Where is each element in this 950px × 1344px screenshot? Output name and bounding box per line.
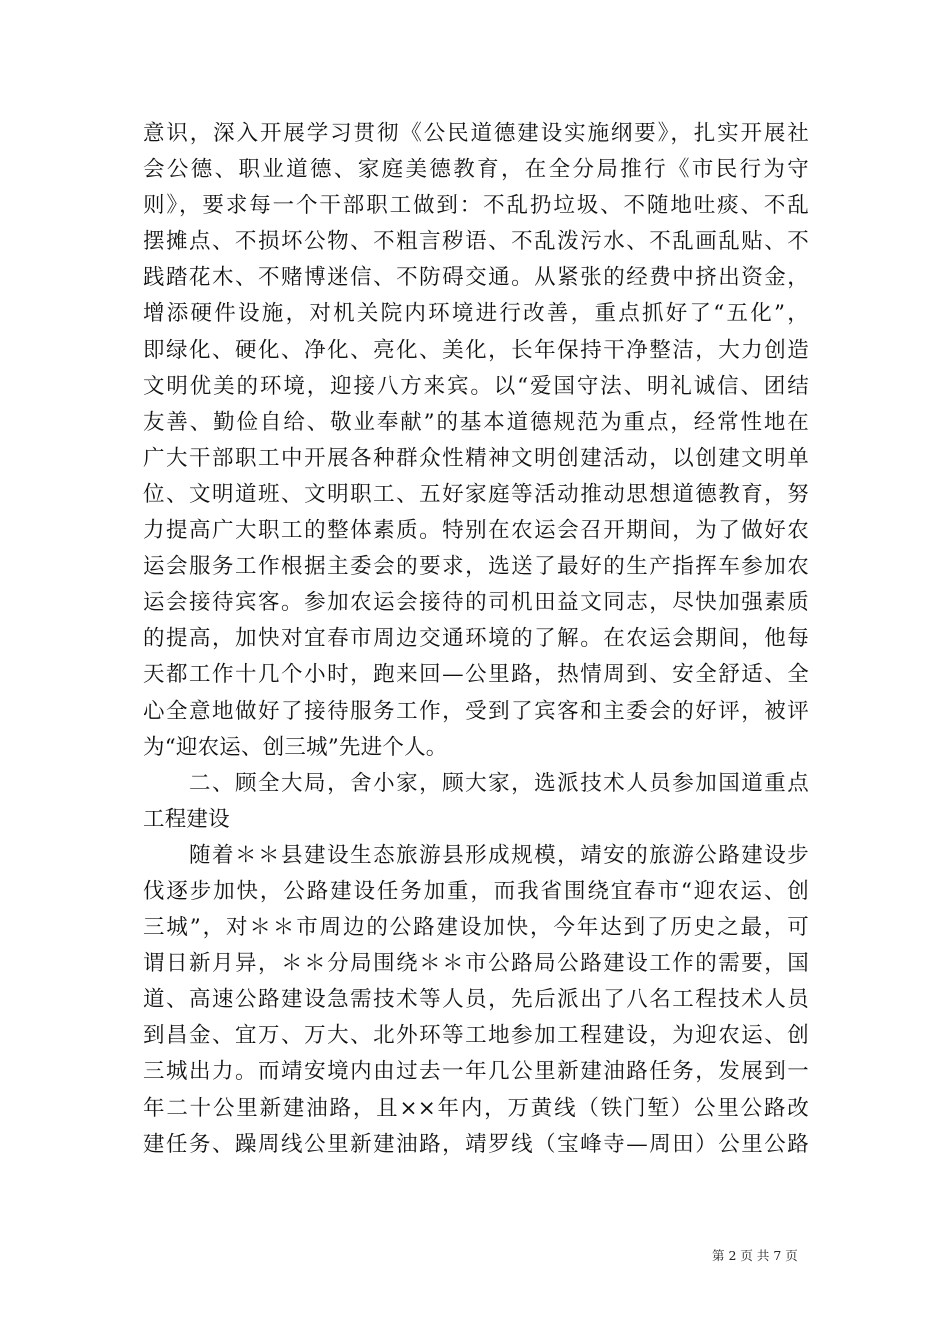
text-line: 到昌金、宜万、万大、北外环等工地参加工程建设，为迎农运、创 <box>143 1023 809 1049</box>
body-text <box>143 116 809 1163</box>
text-line: 广大干部职工中开展各种群众性精神文明创建活动，以创建文明单 <box>143 445 809 471</box>
text-line: 伐逐步加快，公路建设任务加重，而我省围绕宜春市“迎农运、创 <box>143 878 809 904</box>
text-line: 位、文明道班、文明职工、五好家庭等活动推动思想道德教育，努 <box>143 481 809 507</box>
text-line: 的提高，加快对宜春市周边交通环境的了解。在农运会期间，他每 <box>143 626 809 652</box>
text-line: 天都工作十几个小时，跑来回—公里路，热情周到、安全舒适、全 <box>143 662 809 688</box>
text-line: 增添硬件设施，对机关院内环境进行改善，重点抓好了“五化”， <box>143 301 809 327</box>
text-line: 文明优美的环境，迎接八方来宾。以“爱国守法、明礼诚信、团结 <box>143 373 809 399</box>
text-line: 建任务、躁周线公里新建油路，靖罗线（宝峰寺—周田）公里公路 <box>143 1131 809 1157</box>
text-line: 二、顾全大局，舍小家，顾大家，选派技术人员参加国道重点 <box>189 770 809 796</box>
page-number-footer: 第 2 页 共 7 页 <box>712 1248 798 1263</box>
text-line: 为“迎农运、创三城”先进个人。 <box>143 734 448 760</box>
text-line: 谓日新月异，＊＊分局围绕＊＊市公路局公路建设工作的需要，国 <box>143 951 809 977</box>
text-line: 年二十公里新建油路，且××年内，万黄线（铁门堑）公里公路改 <box>143 1095 809 1121</box>
text-line: 意识，深入开展学习贯彻《公民道德建设实施纲要》，扎实开展社 <box>143 121 809 146</box>
text-line: 道、高速公路建设急需技术等人员，先后派出了八名工程技术人员 <box>143 987 809 1013</box>
text-line: 运会服务工作根据主委会的要求，选送了最好的生产指挥车参加农 <box>143 554 809 580</box>
text-line: 摆摊点、不损坏公物、不粗言秽语、不乱泼污水、不乱画乱贴、不 <box>143 229 809 255</box>
text-line: 三城”，对＊＊市周边的公路建设加快，今年达到了历史之最，可 <box>143 915 809 941</box>
text-line: 即绿化、硬化、净化、亮化、美化，长年保持干净整洁，大力创造 <box>143 337 809 363</box>
text-line: 心全意地做好了接待服务工作，受到了宾客和主委会的好评，被评 <box>143 698 809 724</box>
text-line: 运会接待宾客。参加农运会接待的司机田益文同志，尽快加强素质 <box>143 590 809 616</box>
text-line: 践踏花木、不赌博迷信、不防碍交通。从紧张的经费中挤出资金， <box>143 265 809 291</box>
text-line: 随着＊＊县建设生态旅游县形成规模，靖安的旅游公路建设步 <box>189 842 809 868</box>
text-line: 力提高广大职工的整体素质。特别在农运会召开期间，为了做好农 <box>143 518 809 544</box>
text-line: 则》，要求每一个干部职工做到：不乱扔垃圾、不随地吐痰、不乱 <box>143 193 809 219</box>
text-line: 会公德、职业道德、家庭美德教育，在全分局推行《市民行为守 <box>143 157 809 183</box>
text-line: 工程建设 <box>143 806 230 832</box>
text-line: 三城出力。而靖安境内由过去一年几公里新建油路任务，发展到一 <box>143 1059 809 1085</box>
text-line: 友善、勤俭自给、敬业奉献”的基本道德规范为重点，经常性地在 <box>143 409 809 435</box>
